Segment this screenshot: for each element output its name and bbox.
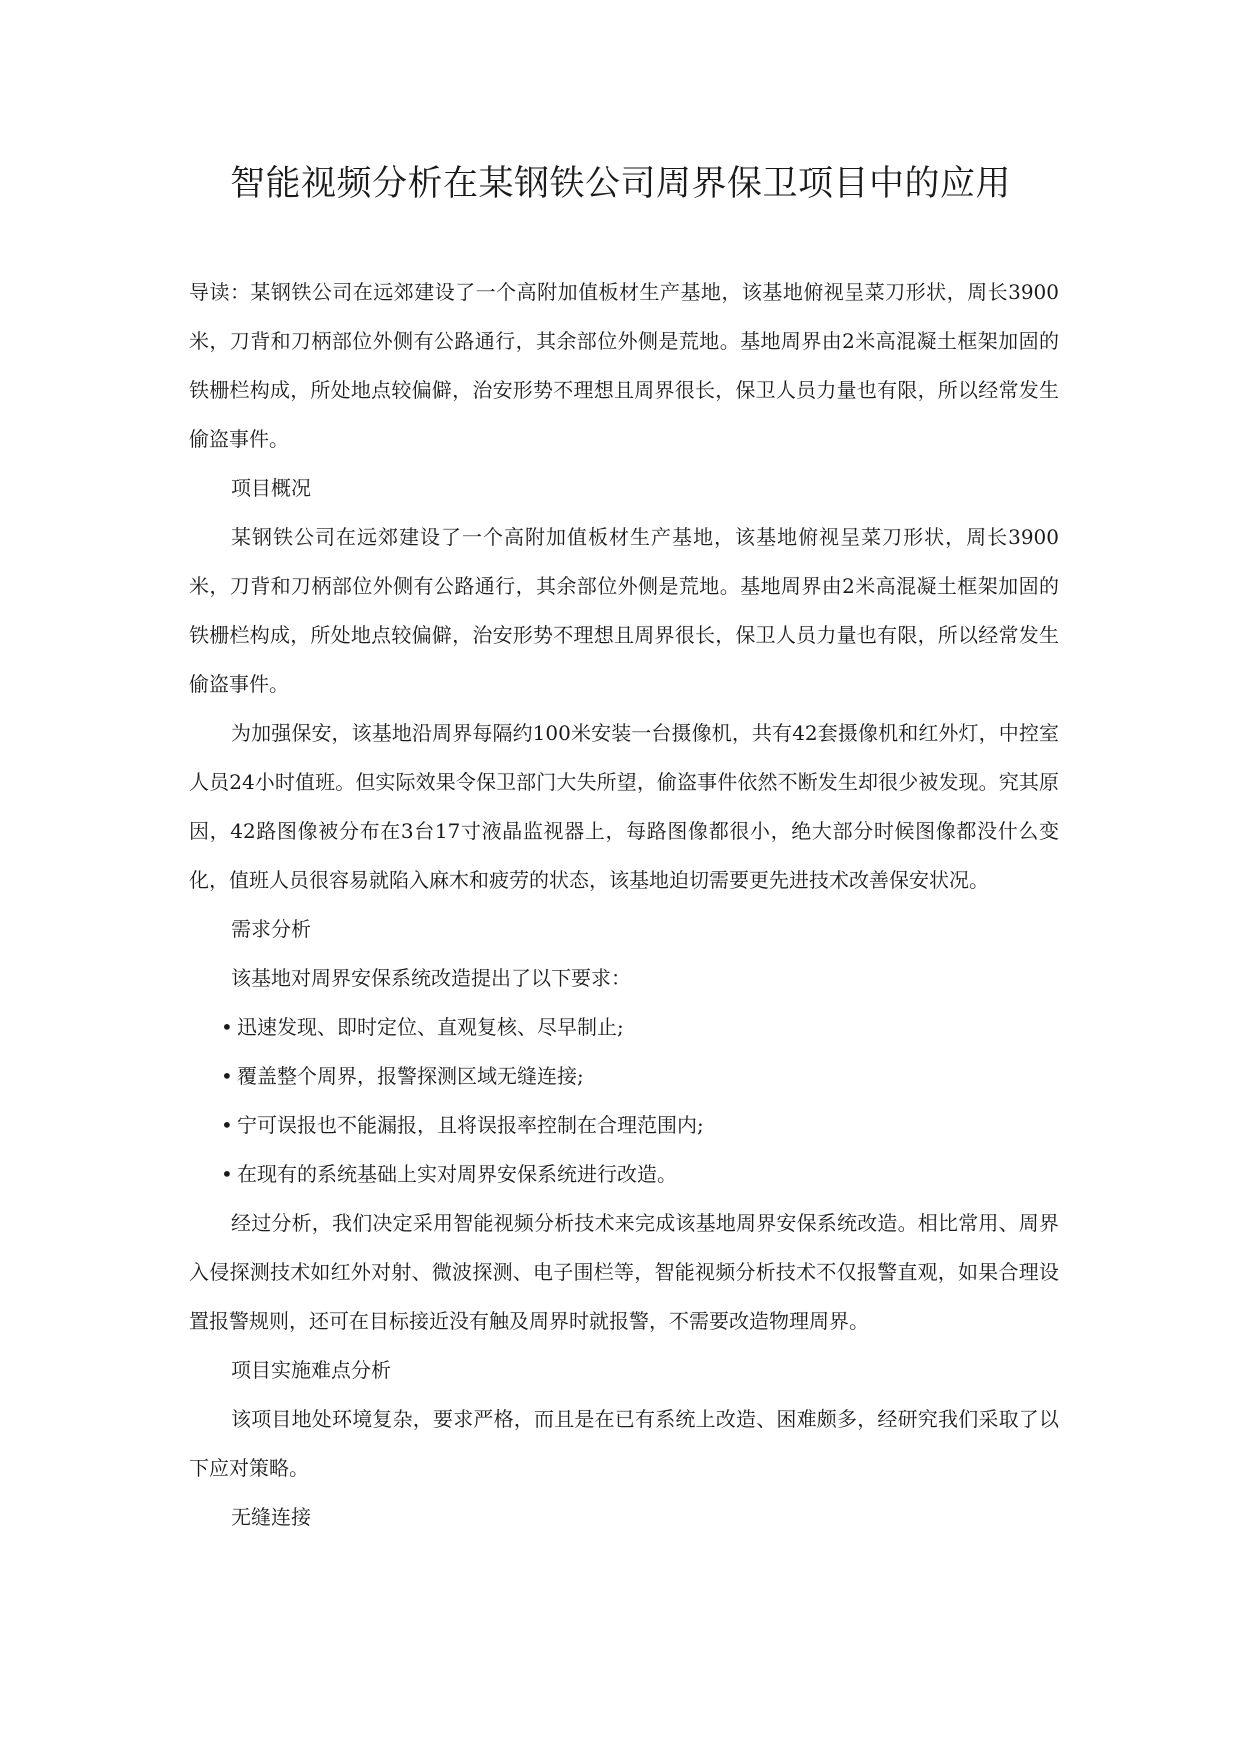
section-heading-seamless: 无缝连接 xyxy=(231,1505,311,1529)
section-heading-requirements: 需求分析 xyxy=(231,917,311,941)
overview-paragraph-1: 某钢铁公司在远郊建设了一个高附加值板材生产基地，该基地俯视呈菜刀形状，周长3900米，刀背和刀柄部位外侧有公路通行，其余部位外侧是荒地。基地周界由2米高混凝土框架加固的铁栅栏构成，所处地点较偏僻，治安形势不理想且周界很长，保卫人员力量也有限，所以经常发生偷盗事件。 xyxy=(189,525,1059,696)
requirement-item-2 xyxy=(189,1052,1059,1101)
bullet-icon: • xyxy=(221,1064,233,1088)
section-heading-overview: 项目概况 xyxy=(231,476,311,500)
bullet-icon: • xyxy=(221,1113,233,1137)
document-title: 智能视频分析在某钢铁公司周界保卫项目中的应用 xyxy=(229,164,1011,204)
requirement-text: 迅速发现、即时定位、直观复核、尽早制止; xyxy=(237,1015,624,1039)
analysis-paragraph: 经过分析，我们决定采用智能视频分析技术来完成该基地周界安保系统改造。相比常用、周界入侵探测技术如红外对射、微波探测、电子围栏等，智能视频分析技术不仅报警直观，如果合理设置报警规则，还可在目标接近没有触及周界时就报警，不需要改造物理周界。 xyxy=(189,1211,1059,1333)
requirement-text: 在现有的系统基础上实对周界安保系统进行改造。 xyxy=(237,1162,677,1186)
bullet-icon: • xyxy=(221,1015,233,1039)
requirement-text: 覆盖整个周界，报警探测区域无缝连接; xyxy=(237,1064,584,1088)
requirements-intro: 该基地对周界安保系统改造提出了以下要求： xyxy=(231,966,631,990)
requirement-item-1 xyxy=(189,1003,1059,1052)
difficulties-paragraph: 该项目地处环境复杂，要求严格，而且是在已有系统上改造、困难颇多，经研究我们采取了以下应对策略。 xyxy=(189,1407,1059,1480)
requirement-item-3 xyxy=(189,1101,1059,1150)
requirement-item-4 xyxy=(189,1150,1059,1199)
intro-paragraph: 导读：某钢铁公司在远郊建设了一个高附加值板材生产基地，该基地俯视呈菜刀形状，周长3900米，刀背和刀柄部位外侧有公路通行，其余部位外侧是荒地。基地周界由2米高混凝土框架加固的铁栅栏构成，所处地点较偏僻，治安形势不理想且周界很长，保卫人员力量也有限，所以经常发生偷盗事件。 xyxy=(189,280,1059,451)
requirement-text: 宁可误报也不能漏报，且将误报率控制在合理范围内; xyxy=(237,1113,704,1137)
document-body xyxy=(189,268,1059,1542)
section-heading-difficulties: 项目实施难点分析 xyxy=(231,1358,391,1382)
bullet-icon: • xyxy=(221,1162,233,1186)
overview-paragraph-2: 为加强保安，该基地沿周界每隔约100米安装一台摄像机，共有42套摄像机和红外灯，中控室人员24小时值班。但实际效果令保卫部门大失所望，偷盗事件依然不断发生却很少被发现。究其原因，42路图像被分布在3台17寸液晶监视器上，每路图像都很小，绝大部分时候图像都没什么变化，值班人员很容易就陷入麻木和疲劳的状态，该基地迫切需要更先进技术改善保安状况。 xyxy=(189,721,1059,892)
